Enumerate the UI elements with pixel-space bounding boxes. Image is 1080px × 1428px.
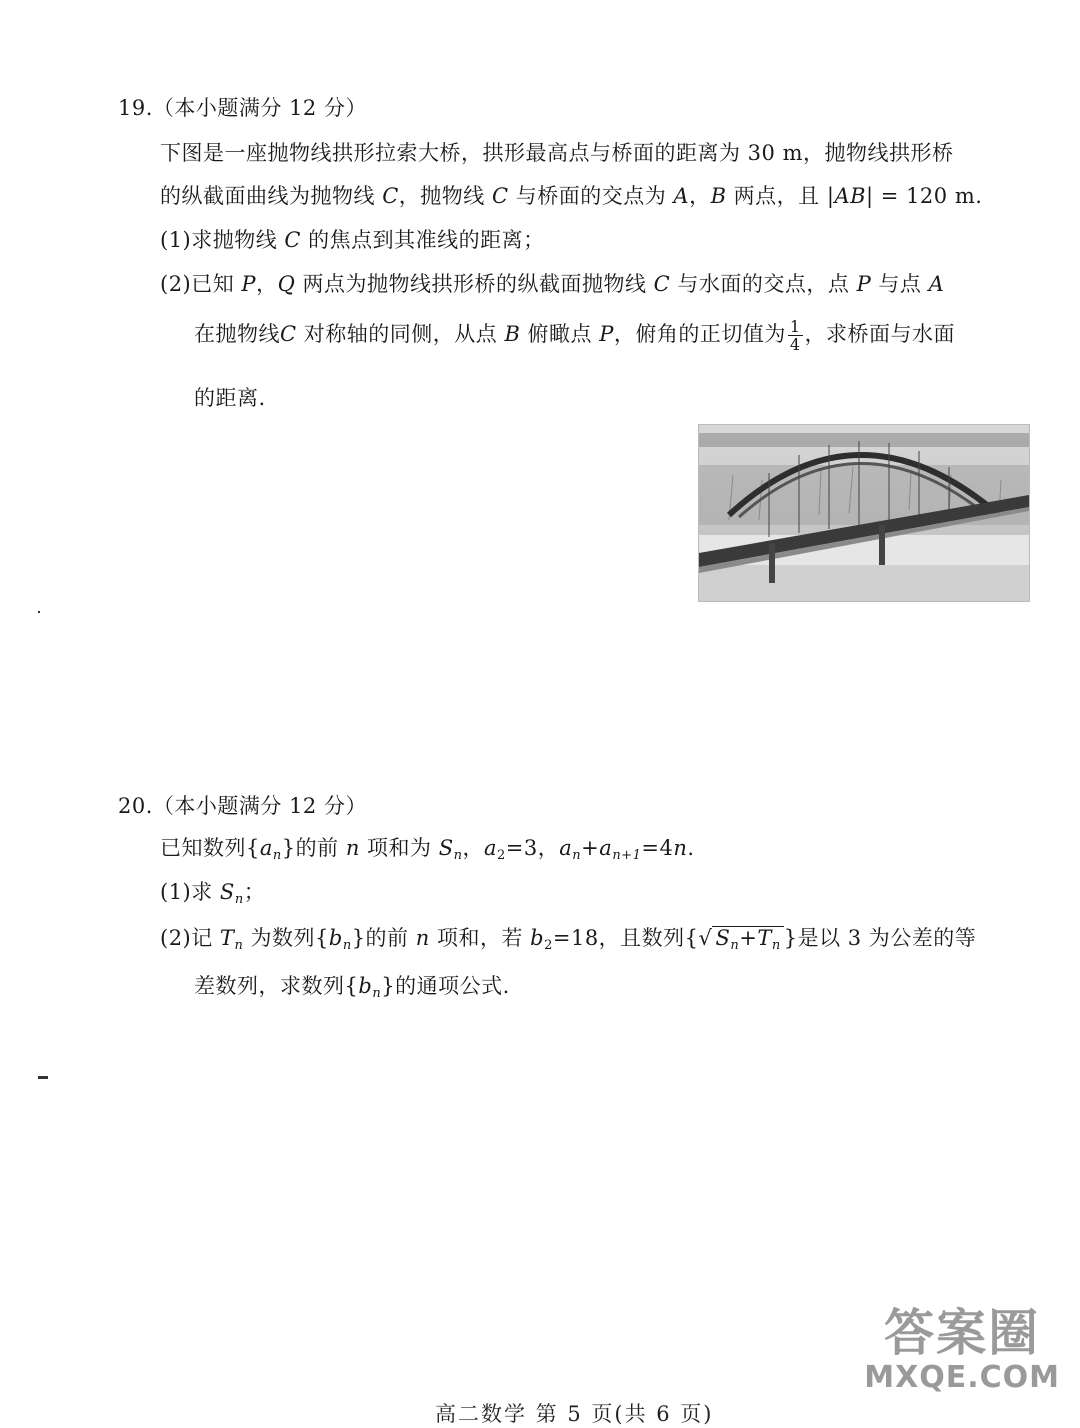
q20-header: 20.（本小题满分 12 分） [118, 794, 367, 818]
arch-bridge-photo [698, 424, 1030, 602]
margin-dash [38, 1076, 48, 1079]
watermark-text: 答案圈 [884, 1304, 1041, 1362]
q19-part-1: (1)求抛物线 C 的焦点到其准线的距离； [160, 228, 545, 252]
q19-header: 19.（本小题满分 12 分） [118, 96, 367, 120]
sqrt-expression: $S_n+T_n$ [712, 926, 783, 957]
watermark-url: MXQE.COM [864, 1360, 1060, 1395]
q20-part-2-line-1: (2)记 $T_n$ 为数列$\{b_n\}$的前 n 项和，若 $b_2=18$，且数列{√ $S_n+T_n$ }是以 3 为公差的等 [160, 922, 976, 957]
q19-line-2: 的纵截面曲线为抛物线 C，抛物线 C 与桥面的交点为 A，B 两点，且 |AB| = 120 m. [160, 184, 983, 208]
q20-part-2-line-2: 差数列，求数列$\{b_n\}$的通项公式. [194, 974, 510, 1001]
q20-line-1: 已知数列$\{a_n\}$的前 n 项和为 $S_n$，$a_2=3$，$a_n+a_{n+1}=4n$. [160, 836, 695, 863]
q20-part-1: (1)求 $S_n$； [160, 880, 266, 907]
page-footer: 高二数学 第 5 页(共 6 页) [435, 1402, 714, 1426]
fraction-one-quarter: $\frac{1}{4}$ [789, 317, 801, 354]
q19-line-1: 下图是一座抛物线拱形拉索大桥，拱形最高点与桥面的距离为 30 m，抛物线拱形桥 [160, 141, 954, 165]
sqrt-sign: √ [698, 926, 713, 950]
margin-dot [38, 611, 40, 613]
q19-part-2-line-1: (2)已知 P，Q 两点为抛物线拱形桥的纵截面抛物线 C 与水面的交点，点 P 与点 A [160, 272, 945, 296]
q19-part-2-line-3: 的距离. [194, 386, 266, 410]
watermark-logo [864, 1305, 1060, 1395]
q19-part-2-line-2: 在抛物线C 对称轴的同侧，从点 B 俯瞰点 P，俯角的正切值为 $\frac{1}{4}$ ，求桥面与水面 [194, 317, 956, 354]
